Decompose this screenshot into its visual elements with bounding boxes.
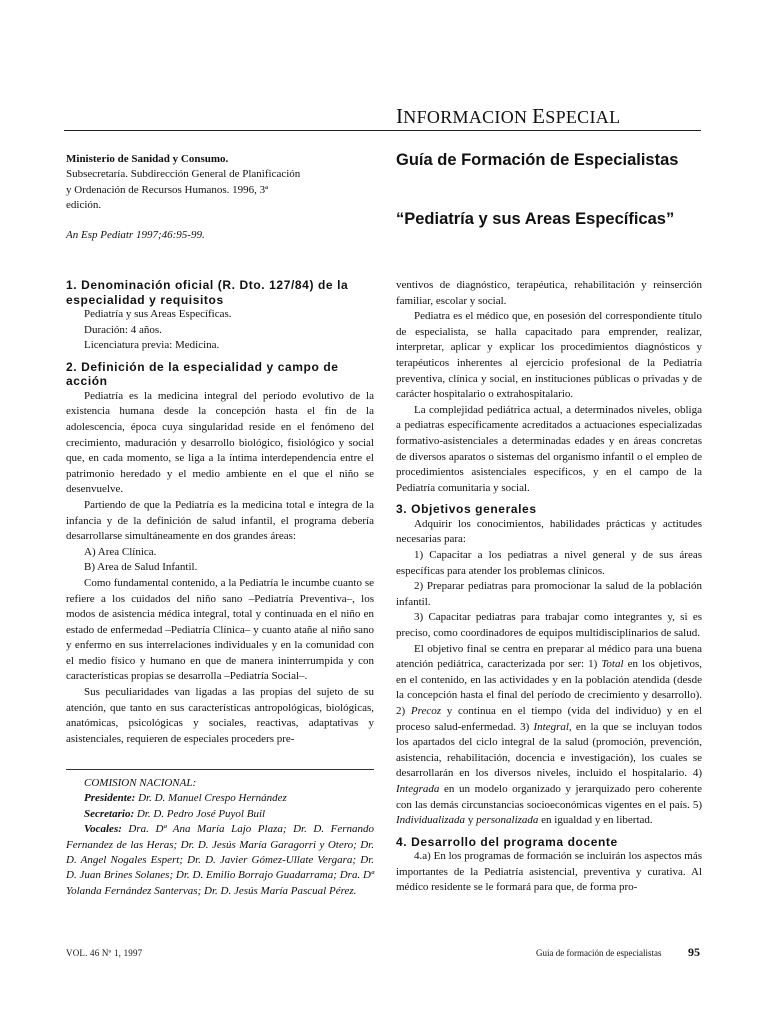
paragraph: Como fundamental contenido, a la Pediatría le incumbe cuanto se refiere a los cuidados del niño sano –Pediatría Preventiva–, los modos de asistencia médica integral, total y continuada en el niño en estado de enfermedad –Pediatría Clínica– y cuanto atañe al niño sano y enfermo en sus interrelaciones individuales y en la comunidad con el medio físico y humano en que de manera ininterrumpida y con características propias se desarrolla –Pediatría Social–. <box>66 576 374 683</box>
commission-presidente: Presidente: Dr. D. Manuel Crespo Hernández <box>84 792 287 805</box>
heading-definicion: 2. Definición de la especialidad y campo de acción <box>66 359 339 389</box>
article-subtitle: “Pediatría y sus Areas Específicas” <box>396 210 675 228</box>
footer-running-title: Guía de formación de especialistas <box>536 948 662 958</box>
objective-item: 3) Capacitar pediatras para trabajar como integrantes y, si es preciso, como coordinadores de equipos multidisciplinarios de salud. <box>396 611 702 639</box>
source-block <box>66 152 306 214</box>
paragraph-objetivo-final: El objetivo final se centra en preparar al médico para una buena atención pediátrica, caracterizada por ser: 1) Total en los objetivos, en el contenido, en las actividades y en la población atendida (desde la concepción hasta el final del período de crecimiento y desarrollo). 2) Precoz y continua en el tiempo (vida del individuo) y en el proceso salud-enfermedad. 3) Integral, en la que se incluyan todos los apartados del ciclo integral de la salud (promoción, prevención, asistencia, rehabilitación, docencia e investigación), los cuales se desarrollarán en los diversos niveles, incluido el hospitalario. 4) Integrada en un modelo organizado y jerarquizado pero coherente con las demás circunstancias socioeconómicas vigentes en el país. 5) Individualizada y personalizada en igualdad y en libertad. <box>396 642 702 827</box>
paragraph: Pediatra es el médico que, en posesión del correspondiente título de especialista, se halla capacitado para emprender, realizar, interpretar, aplicar y explicar los procedimientos diagnósticos y terapéuticos inherentes al ejercicio profesional de la Pediatría preventiva, clínica y social, en instituciones públicas o privadas y de carácter hospitalario o extrahospitalario. <box>396 310 702 401</box>
header-rule <box>64 130 701 131</box>
citation: An Esp Pediatr 1997;46:95-99. <box>66 229 205 241</box>
section-title: INFORMACION ESPECIAL <box>396 104 621 128</box>
requirement-line: Pediatría y sus Areas Específicas. <box>84 308 232 320</box>
commission-secretario: Secretario: Dr. D. Pedro José Puyol Buil <box>84 807 266 820</box>
requirement-line: Duración: 4 años. <box>84 323 162 336</box>
left-column <box>66 278 374 747</box>
paragraph: Partiendo de que la Pediatría es la medicina total e íntegra de la infancia y de la definición de salud infantil, el programa debería desarrollarse simultáneamente en dos grandes áreas: <box>66 498 374 543</box>
commission-heading: COMISION NACIONAL: <box>84 777 197 789</box>
paragraph: Adquirir los conocimientos, habilidades prácticas y actitudes necesarias para: <box>396 517 702 546</box>
objective-item: 1) Capacitar a los pediatras a nivel general y de sus áreas específicas para atender los problemas clínicos. <box>396 549 702 577</box>
source-ministry: Ministerio de Sanidad y Consumo. <box>66 153 229 165</box>
commission-block <box>66 769 374 899</box>
commission-vocales: Vocales: Dra. Dª Ana María Lajo Plaza; Dr. D. Fernando Fernandez de las Heras; Dr. D. Jesús María Garagorri y Otero; Dr. D. Angel Nogales Espert; Dr. D. Javier Gómez-Ullate Vergara; Dr. D. Juan Brines Solanes; Dr. D. Emilio Borrajo Guadarrama; Dra. Dª Yolanda Fernández Santervas; Dr. D. Jesús María Pascual Pérez. <box>66 823 374 897</box>
source-details: Subsecretaría. Subdirección General de Planificación y Ordenación de Recursos Humanos. 1996, 3ª edición. <box>66 168 301 212</box>
objective-item: 2) Preparar pediatras para promocionar la salud de la población infantil. <box>396 580 702 608</box>
area-item: B) Area de Salud Infantil. <box>84 561 198 574</box>
requirement-line: Licenciatura previa: Medicina. <box>84 339 220 352</box>
area-item: A) Area Clínica. <box>84 545 157 558</box>
heading-desarrollo: 4. Desarrollo del programa docente <box>396 834 618 849</box>
paragraph: ventivos de diagnóstico, terapéutica, rehabilitación y reinserción familiar, escolar y social. <box>396 279 702 307</box>
right-column <box>396 278 702 896</box>
footer-volume: VOL. 46 Nº 1, 1997 <box>66 948 143 958</box>
heading-denominacion: 1. Denominación oficial (R. Dto. 127/84) de la especialidad y requisitos <box>66 278 349 307</box>
paragraph: La complejidad pediátrica actual, a determinados niveles, obliga a pediatras específicamente acreditados a actuaciones especializadas formativo-asistenciales a determinadas edades y en áreas concretas de diversos aparatos o sistemas del organismo infantil o el empleo de procedimientos asistenciales específicos, y en el campo de la Pediatría comunitaria y social. <box>396 403 702 494</box>
page-number: 95 <box>688 945 700 959</box>
article-title: Guía de Formación de Especialistas <box>396 151 679 169</box>
paragraph: Sus peculiaridades van ligadas a las propias del sujeto de su atención, que tanto en sus características antropológicas, biológicas, anatómicas, psicológicas y sociales, reactivas, adaptativas y asistenciales, requieren de especiales proceders pre- <box>66 686 374 745</box>
heading-objetivos: 3. Objetivos generales <box>396 502 537 517</box>
paragraph: 4.a) En los programas de formación se incluirán los aspectos más importantes de la Pediatría asistencial, preventiva y curativa. Al médico residente se le formará para que, de forma pro- <box>396 850 702 894</box>
paragraph: Pediatría es la medicina integral del período evolutivo de la existencia humana desde la concepción hasta el fin de la adolescencia, época cuya singularidad reside en el fenómeno del crecimiento, maduración y desarrollo biológico, fisiológico y social que, en cada momento, se liga a la íntima interdependencia entre el patrimonio heredado y el medio ambiente en el que el niño se desenvuelve. <box>66 389 374 496</box>
